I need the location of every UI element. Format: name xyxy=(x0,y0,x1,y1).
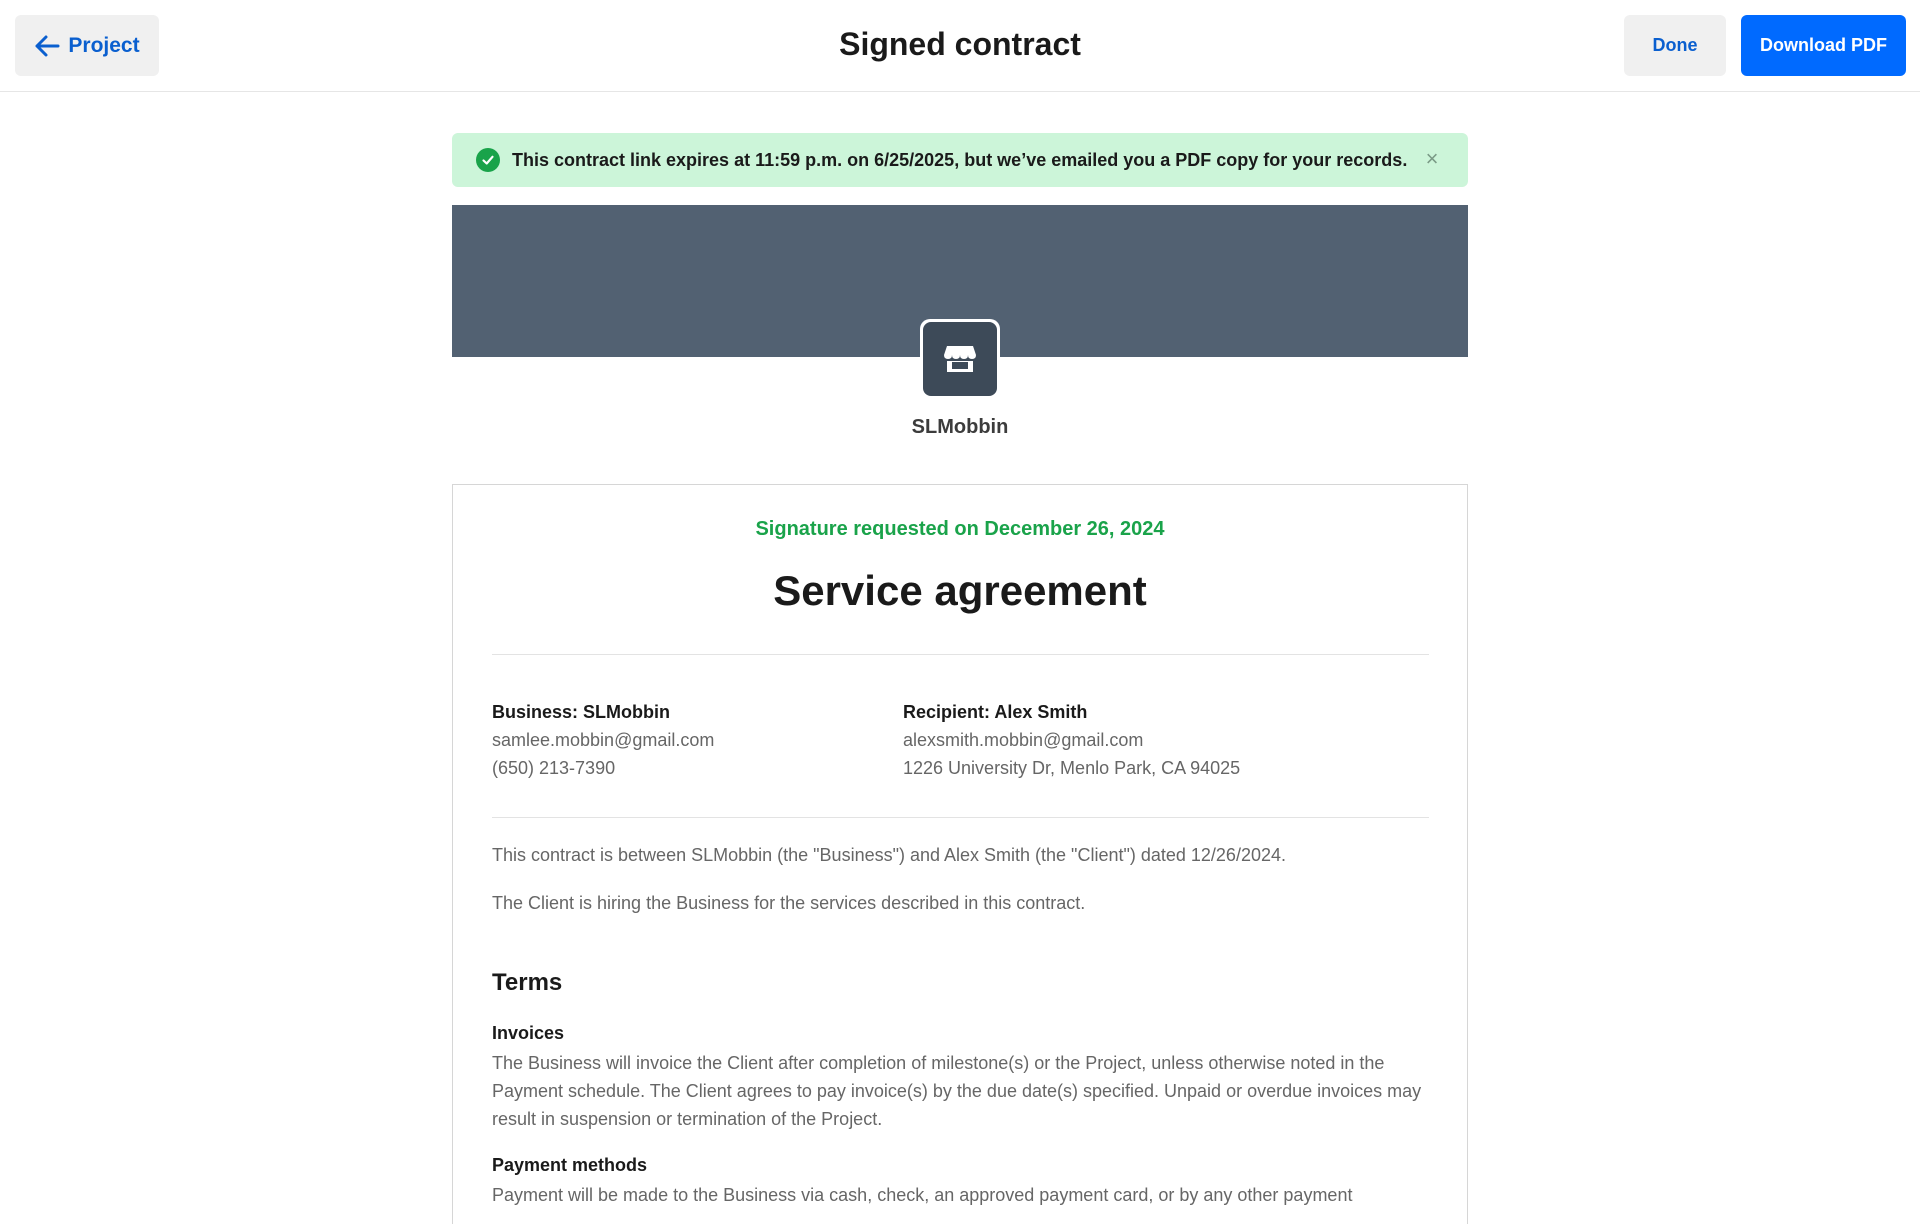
business-party-label: Business: SLMobbin xyxy=(492,702,671,722)
divider xyxy=(492,654,1429,655)
divider xyxy=(492,817,1429,818)
recipient-party-label: Recipient: Alex Smith xyxy=(903,702,1088,722)
storefront-icon xyxy=(923,322,997,396)
signature-requested-date: Signature requested on December 26, 2024 xyxy=(755,518,1165,540)
contract-document xyxy=(452,484,1468,1224)
contract-title: Service agreement xyxy=(773,567,1147,614)
business-party xyxy=(492,698,714,782)
business-phone: (650) 213-7390 xyxy=(492,758,616,778)
payment-methods-heading: Payment methods xyxy=(492,1155,648,1175)
contract-purpose: The Client is hiring the Business for the services described in this contract. xyxy=(492,893,1086,913)
business-logo xyxy=(920,319,1000,399)
done-button[interactable]: Done xyxy=(1624,15,1726,76)
contract-intro: This contract is between SLMobbin (the "Business") and Alex Smith (the "Client") dated 12/26/2024. xyxy=(492,845,1286,865)
back-button-label: Project xyxy=(68,33,140,57)
download-pdf-button[interactable]: Download PDF xyxy=(1741,15,1906,76)
terms-heading: Terms xyxy=(492,969,563,996)
banner-message: This contract link expires at 11:59 p.m. on 6/25/2025, but we’ve emailed you a PDF copy for your records. xyxy=(512,149,1408,170)
recipient-party xyxy=(903,698,1240,782)
recipient-address: 1226 University Dr, Menlo Park, CA 94025 xyxy=(903,758,1241,778)
top-bar xyxy=(0,0,1920,92)
close-icon[interactable]: × xyxy=(1425,146,1439,171)
recipient-email: alexsmith.mobbin@gmail.com xyxy=(903,730,1144,750)
expiry-banner xyxy=(452,133,1468,187)
check-circle-icon xyxy=(476,148,500,172)
business-name: SLMobbin xyxy=(911,416,1009,438)
invoices-text: The Business will invoice the Client after completion of milestone(s) or the Project, unless otherwise noted in the Payment schedule. The Client agrees to pay invoice(s) by the due date(s) specified. Unpaid or overdue invoices may result in suspension or termination of the Project. xyxy=(492,1053,1422,1129)
business-email: samlee.mobbin@gmail.com xyxy=(492,730,715,750)
payment-methods-text: Payment will be made to the Business via cash, check, an approved payment card, or by any other payment xyxy=(492,1185,1353,1205)
invoices-heading: Invoices xyxy=(492,1023,565,1043)
page-title: Signed contract xyxy=(839,26,1081,62)
